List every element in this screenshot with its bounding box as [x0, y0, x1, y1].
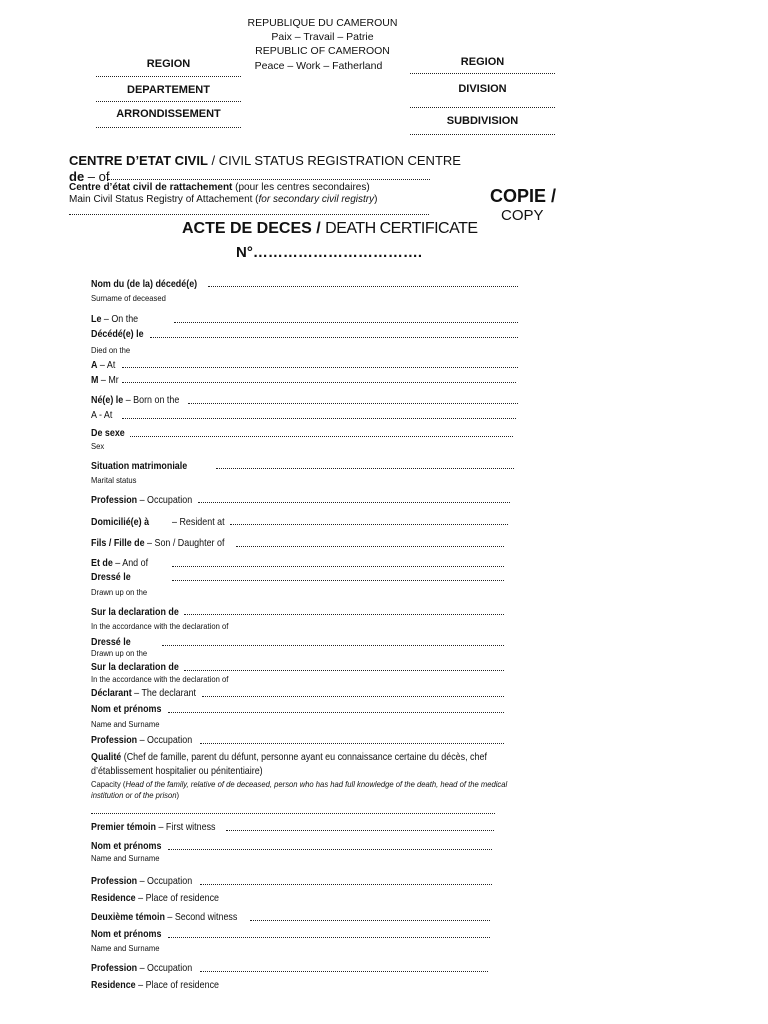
nom-prenoms-line: [168, 712, 504, 713]
attachment-en: Main Civil Status Registry of Attachement (for secondary civil registry): [69, 194, 378, 205]
sur-decl-sub: In the accordance with the declaration of: [91, 621, 229, 631]
m-mr-line: [122, 382, 516, 383]
a-at2-label: A - At: [91, 409, 113, 421]
nom-prenoms-sub: Name and Surname: [91, 719, 160, 729]
capacity-line: [91, 813, 495, 814]
copie-label: COPIE /: [490, 186, 557, 206]
domicile-line: [230, 524, 508, 525]
nom-prenoms2-line: [168, 849, 492, 850]
republic-en: REPUBLIC OF CAMEROON: [255, 45, 390, 57]
residence-label: Residence – Place of residence: [91, 892, 220, 904]
certificate-number: N°…………………………….: [236, 244, 422, 261]
m-mr-label: M – Mr: [91, 374, 119, 386]
region-line-left: [96, 76, 241, 77]
arrondissement-label: ARRONDISSEMENT: [116, 108, 221, 120]
attachment-line: [69, 214, 429, 215]
sur-decl2-line: [184, 670, 504, 671]
profession-line: [198, 502, 510, 503]
subdivision-line: [410, 134, 555, 135]
dresse-le-sub: Drawn up on the: [91, 587, 148, 597]
profession3-line: [200, 884, 492, 885]
nom-prenoms3-line: [168, 937, 490, 938]
profession-label: Profession – Occupation: [91, 494, 193, 506]
dresse-le2-line: [162, 645, 504, 646]
profession4-line: [200, 971, 488, 972]
sexe-line: [130, 436, 513, 437]
a-at-line: [122, 367, 518, 368]
nom-prenoms2-label: Nom et prénoms: [91, 840, 162, 852]
arrondissement-line: [96, 127, 241, 128]
qualite-label: Qualité (Chef de famille, parent du défunt, personne ayant eu connaissance certaine du décès, chef: [91, 751, 487, 763]
qualite-label-line2: d’établissement hospitalier ou pénitentiaire): [91, 765, 263, 777]
deuxieme-temoin-line: [250, 920, 490, 921]
fils-line: [236, 546, 504, 547]
centre-label: CENTRE D’ETAT CIVIL / CIVIL STATUS REGISTRATION CENTRE: [69, 153, 461, 168]
departement-line: [96, 101, 241, 102]
profession4-label: Profession – Occupation: [91, 962, 193, 974]
motto-fr: Paix – Travail – Patrie: [271, 31, 374, 43]
decede-le-label: Décédé(e) le: [91, 328, 144, 340]
centre-de-label: de – of: [69, 169, 110, 184]
attachment-fr: Centre d’état civil de rattachement (pour les centres secondaires): [69, 182, 370, 193]
died-on-sub: Died on the: [91, 345, 131, 355]
premier-temoin-line: [226, 830, 494, 831]
division-label: DIVISION: [458, 83, 507, 95]
region-label-right: REGION: [460, 56, 505, 68]
deceased-name-line: [208, 286, 518, 287]
situation-label: Situation matrimoniale: [91, 460, 188, 472]
fils-label: Fils / Fille de – Son / Daughter of: [91, 537, 225, 549]
capacity-label-line2: institution or of the prison): [91, 790, 180, 800]
ne-le-label: Né(e) le – Born on the: [91, 394, 180, 406]
sexe-label: De sexe: [91, 427, 125, 439]
dresse-le2-label: Dressé le: [91, 636, 131, 648]
nom-prenoms3-label: Nom et prénoms: [91, 928, 162, 940]
sur-decl2-label: Sur la declaration de: [91, 661, 179, 673]
departement-label: DEPARTEMENT: [127, 84, 210, 96]
situation-line: [216, 468, 514, 469]
sur-decl-line: [184, 614, 504, 615]
ne-le-line: [188, 403, 518, 404]
division-line: [410, 107, 555, 108]
a-at-label: A – At: [91, 359, 116, 371]
deuxieme-temoin-label: Deuxième témoin – Second witness: [91, 911, 238, 923]
dresse-le-line: [172, 580, 504, 581]
centre-of-line: [108, 179, 430, 180]
domicile-label: Domicilié(e) à: [91, 516, 150, 528]
decede-le-line: [150, 337, 518, 338]
sur-decl2-sub: In the accordance with the declaration of: [91, 674, 229, 684]
motto-en: Peace – Work – Fatherland: [254, 60, 383, 72]
situation-sub: Marital status: [91, 475, 137, 485]
declarant-line: [202, 696, 504, 697]
residence2-label: Residence – Place of residence: [91, 979, 220, 991]
profession3-label: Profession – Occupation: [91, 875, 193, 887]
a-at2-line: [122, 418, 516, 419]
profession2-label: Profession – Occupation: [91, 734, 193, 746]
resident-at-label: – Resident at: [172, 516, 225, 528]
nom-prenoms3-sub: Name and Surname: [91, 943, 160, 953]
sur-decl-label: Sur la declaration de: [91, 606, 179, 618]
republic-fr: REPUBLIQUE DU CAMEROUN: [247, 17, 398, 29]
copy-label: COPY: [501, 207, 544, 224]
profession2-line: [200, 743, 504, 744]
declarant-label: Déclarant – The declarant: [91, 687, 197, 699]
deceased-name-label: Nom du (de la) décedé(e): [91, 278, 198, 290]
premier-temoin-label: Premier témoin – First witness: [91, 821, 216, 833]
subdivision-label: SUBDIVISION: [446, 115, 519, 127]
dresse-le2-sub: Drawn up on the: [91, 648, 148, 658]
le-label: Le – On the: [91, 313, 139, 325]
dresse-le-label: Dressé le: [91, 571, 131, 583]
deceased-name-sub: Surname of deceased: [91, 293, 166, 303]
nom-prenoms-label: Nom et prénoms: [91, 703, 162, 715]
et-de-label: Et de – And of: [91, 557, 149, 569]
capacity-label: Capacity (Head of the family, relative of de deceased, person who has had full knowledge of the death, head of the medical: [91, 779, 508, 789]
document-title: ACTE DE DECES / DEATH CERTIFICATE: [182, 220, 478, 237]
le-line: [174, 322, 518, 323]
et-de-line: [172, 566, 504, 567]
region-label-left: REGION: [146, 58, 191, 70]
sexe-sub: Sex: [91, 441, 105, 451]
region-line-right: [410, 73, 555, 74]
nom-prenoms2-sub: Name and Surname: [91, 853, 160, 863]
